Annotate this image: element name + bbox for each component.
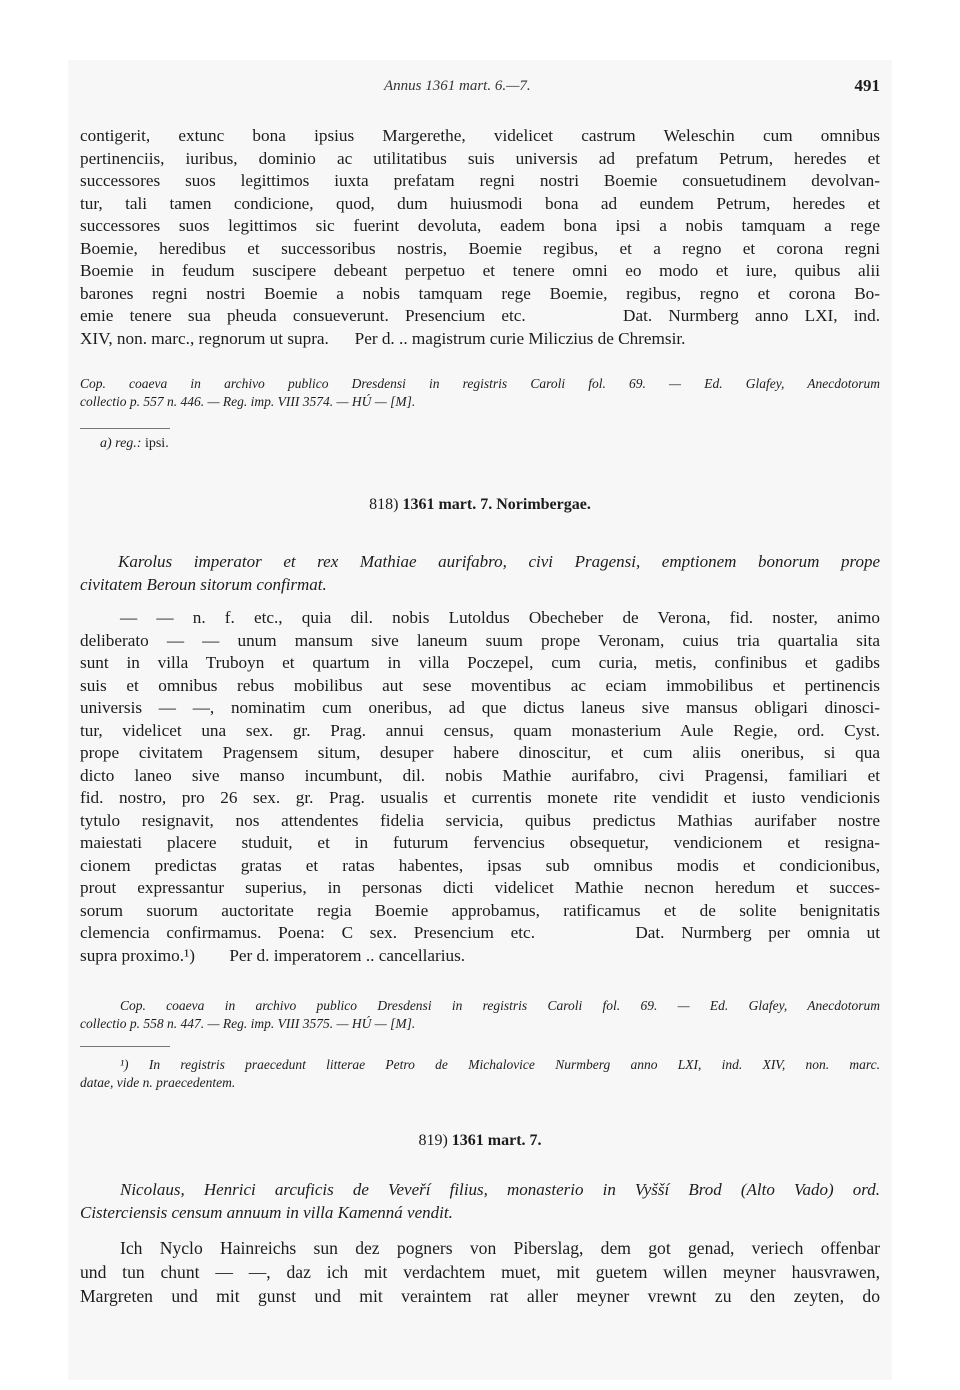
- text-line: Margreten und mit gunst und mit veraintem rat aller meyner vrewnt zu den zeyten, do: [80, 1286, 880, 1306]
- entry-date: 1361 mart. 7.: [451, 1132, 542, 1149]
- note-line: Cop. coaeva in archivo publico Dresdensi in registris Caroli fol. 69. — Ed. Glafey, Anecdotorum: [120, 998, 880, 1013]
- text-line: cionem predictas gratas et ratas habentes, ipsas sub omnibus modis et condicionibus,: [80, 855, 880, 875]
- entry-818-text: [80, 607, 880, 967]
- entry-818-source-note: [80, 997, 880, 1033]
- running-title: Annus 1361 mart. 6.—7.: [384, 78, 531, 94]
- note-line: collectio p. 557 n. 446. — Reg. imp. VIII 3574. — HÚ — [M].: [80, 394, 416, 409]
- text-line: sunt in villa Truboyn et quartum in villa Poczepel, cum curia, metis, confinibus et gadibs: [80, 653, 880, 672]
- entry-818-footnote: [80, 1056, 880, 1092]
- text-line: maiestati placere studuit, et in futurum fervencius obsequetur, vendicionem et resigna-: [80, 833, 880, 852]
- entry-819-text: [80, 1236, 880, 1308]
- footnote-text: ipsi.: [144, 436, 169, 451]
- page-number: 491: [854, 76, 880, 95]
- footnote-rule: [80, 428, 880, 429]
- source-note: [80, 375, 880, 411]
- footnote-line: datae, vide n. praecedentem.: [80, 1075, 236, 1090]
- text-line: prout expressantur superius, in personas dicti videlicet Mathie necnon heredum et succes-: [80, 878, 880, 897]
- text-line: — — n. f. etc., quia dil. nobis Lutoldus Obecheber de Verona, fid. noster, animo: [120, 608, 880, 627]
- text-line: supra proximo.¹) Per d. imperatorem .. cancellarius.: [80, 945, 466, 965]
- text-line: contigerit, extunc bona ipsius Margerethe, videlicet castrum Weleschin cum omnibus: [80, 126, 880, 145]
- regest-line: Nicolaus, Henrici arcuficis de Veveří filius, monasterio in Vyšší Brod (Alto Vado) ord.: [120, 1180, 880, 1199]
- note-line: Cop. coaeva in archivo publico Dresdensi in registris Caroli fol. 69. — Ed. Glafey, Anecdotorum: [80, 376, 880, 391]
- footnote-rule: [80, 1046, 880, 1047]
- footnote-a: [80, 436, 880, 452]
- text-line: successores suos legittimos sic fuerint devoluta, eadem bona ipsi a nobis tamquam a rege: [80, 216, 880, 235]
- entry-number: 818): [369, 496, 399, 513]
- entry-819-heading: [80, 1132, 880, 1150]
- entry-date: 1361 mart. 7.: [402, 496, 493, 513]
- text-line: successores suos legittimos iuxta prefatam regni nostri Boemie consuetudinem devolvan-: [80, 171, 880, 190]
- text-line: fid. nostro, pro 26 sex. gr. Prag. usualis et currentis monete rite vendidit et iusto vendicionis: [80, 788, 880, 807]
- entry-818-heading: [80, 496, 880, 514]
- footnote-marker: a) reg.:: [100, 436, 142, 451]
- text-line: emie tenere sua pheuda consueverunt. Presencium etc. Dat. Nurmberg anno LXI, ind.: [80, 306, 880, 325]
- text-line: dicto laneo sive manso incumbunt, dil. nobis Mathie aurifabro, civi Pragensi, familiari et: [80, 765, 880, 785]
- text-line: tytulo resignavit, nos attendentes fidelia servicia, quibus predictus Mathias aurifaber nostre: [80, 810, 880, 830]
- text-line: Ich Nyclo Hainreichs sun dez pogners von Piberslag, dem got genad, veriech offenbar: [120, 1238, 880, 1258]
- text-line: tur, tali tamen condicione, quod, dum huiusmodi bona ad eundem Petrum, heredes et: [80, 193, 880, 213]
- text-line: pertinenciis, iuribus, dominio ac utilitatibus suis universis ad prefatum Petrum, heredes et: [80, 148, 880, 168]
- text-line: suis et omnibus rebus mobilibus aut sese moventibus ac eciam immobilibus et pertinencis: [80, 675, 880, 695]
- text-line: XIV, non. marc., regnorum ut supra. Per d. .. magistrum curie Miliczius de Chremsir.: [80, 328, 686, 348]
- text-line: prope civitatem Pragensem situm, desuper habere dinoscitur, et cum aliis oneribus, si qua: [80, 743, 880, 762]
- text-line: Boemie, heredibus et successoribus nostris, Boemie regibus, et a regno et corona regni: [80, 238, 880, 258]
- regest-line: Cisterciensis censum annuum in villa Kamenná vendit.: [80, 1203, 453, 1222]
- text-line: Boemie in feudum suscipere debeant perpetuo et tenere omni eo modo et iure, quibus alii: [80, 261, 880, 280]
- entry-number: 819): [418, 1132, 448, 1149]
- text-line: clemencia confirmamus. Poena: C sex. Presencium etc. Dat. Nurmberg per omnia ut: [80, 923, 880, 942]
- text-line: universis — —, nominatim cum oneribus, ad que dictus laneus sive mansus obligari dinosci-: [80, 698, 880, 717]
- charter-continuation: [80, 125, 880, 350]
- entry-place: Norimbergae.: [496, 496, 591, 513]
- regest-line: civitatem Beroun sitorum confirmat.: [80, 575, 327, 594]
- page-header: [80, 76, 880, 102]
- text-line: deliberato — — unum mansum sive laneum suum prope Veronam, cuius tria quartalia sita: [80, 630, 880, 650]
- note-line: collectio p. 558 n. 447. — Reg. imp. VIII 3575. — HÚ — [M].: [80, 1016, 416, 1031]
- regest-line: Karolus imperator et rex Mathiae aurifabro, civi Pragensi, emptionem bonorum prope: [118, 552, 880, 571]
- entry-818-regest: [80, 550, 880, 596]
- entry-819-regest: [80, 1178, 880, 1224]
- text-line: tur, videlicet una sex. gr. Prag. annui census, quam monasterium Aule Regie, ord. Cyst.: [80, 720, 880, 740]
- footnote-line: ¹) In registris praecedunt litterae Petro de Michalovice Nurmberg anno LXI, ind. XIV, non. marc.: [120, 1057, 880, 1072]
- text-line: sorum suorum auctoritate regia Boemie approbamus, ratificamus et de solite benignitatis: [80, 900, 880, 920]
- text-line: barones regni nostri Boemie a nobis tamquam rege Boemie, regibus, regno et corona Bo-: [80, 283, 880, 303]
- text-line: und tun chunt — —, daz ich mit verdachtem muet, mit guetem willen meyner hausvrawen,: [80, 1262, 880, 1282]
